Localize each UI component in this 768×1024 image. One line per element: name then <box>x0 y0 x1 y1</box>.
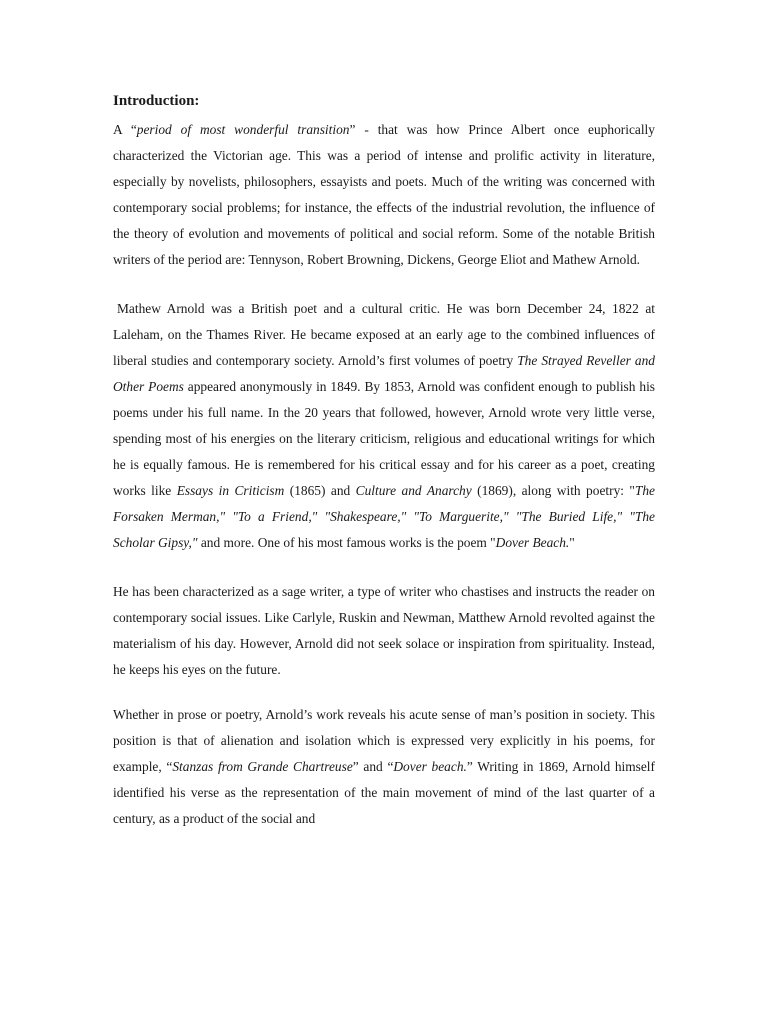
paragraph-victorian-age <box>113 117 655 273</box>
document-page <box>113 90 655 832</box>
paragraph-arnold-biography <box>113 296 655 556</box>
italic-title: Essays in Criticism <box>176 483 285 498</box>
text-run: ” - that was how Prince Albert once euphorically characterized the Victorian age. This was a period of intense and prolific activity in literature, especially by novelists, philosophers, essayists and poets. Much of the writing was concerned with contemporary social problems; for instance, the effects of the industrial revolution, the influence of the theory of evolution and movements of political and social reform. Some of the notable British writers of the period are: Tennyson, Robert Browning, Dickens, George Eliot and Mathew Arnold. <box>113 122 655 267</box>
paragraph-sage-writer: He has been characterized as a sage writer, a type of writer who chastises and instructs the reader on contemporary social issues. Like Carlyle, Ruskin and Newman, Matthew Arnold revolted against the materialism of his day. However, Arnold did not seek solace or inspiration from spirituality. Instead, he keeps his eyes on the future. <box>113 584 655 677</box>
text-run: Whether in prose or poetry, Arnold’s work reveals his acute sense of man’s position in society. This position is that of alienation and isolation which is expressed very explicitly in his poems, for example, “ <box>113 707 655 774</box>
italic-title-list: The Forsaken Merman," "To a Friend," "Shakespeare," "To Marguerite," "The Buried Life," "The Scholar Gipsy," <box>113 483 655 550</box>
italic-title: The Strayed Reveller and Other Poems <box>113 353 655 394</box>
italic-title: Dover beach. <box>393 759 467 774</box>
italic-title: Stanzas from Grande Chartreuse <box>172 759 353 774</box>
text-run: " <box>569 535 575 550</box>
text-run: ” Writing in 1869, Arnold himself identified his verse as the representation of the main movement of mind of the last quarter of a century, as a product of the social and <box>113 759 655 826</box>
page-title: Introduction: <box>113 93 200 109</box>
italic-quote: period of most wonderful transition <box>136 122 350 137</box>
text-run: (1869), along with poetry: " <box>471 483 635 498</box>
text-run: Mathew Arnold was a British poet and a cultural critic. He was born December 24, 1822 at Laleham, on the Thames River. He became exposed at an early age to the combined influences of liberal studies and contemporary society. Arnold’s first volumes of poetry <box>113 301 655 368</box>
text-run: appeared anonymously in 1849. By 1853, Arnold was confident enough to publish his poems under his full name. In the 20 years that followed, however, Arnold wrote very little verse, spending most of his energies on the literary criticism, religious and educational writings for which he is equally famous. He is remembered for his critical essay and for his career as a poet, creating works like <box>113 379 655 498</box>
text-run: (1865) and <box>284 483 356 498</box>
italic-title: Culture and Anarchy <box>355 483 472 498</box>
text-run: A “ <box>113 122 137 137</box>
italic-title: Dover Beach. <box>495 535 570 550</box>
text-run: ” and “ <box>352 759 394 774</box>
paragraph-alienation <box>113 702 655 832</box>
text-run: and more. One of his most famous works is the poem " <box>197 535 496 550</box>
